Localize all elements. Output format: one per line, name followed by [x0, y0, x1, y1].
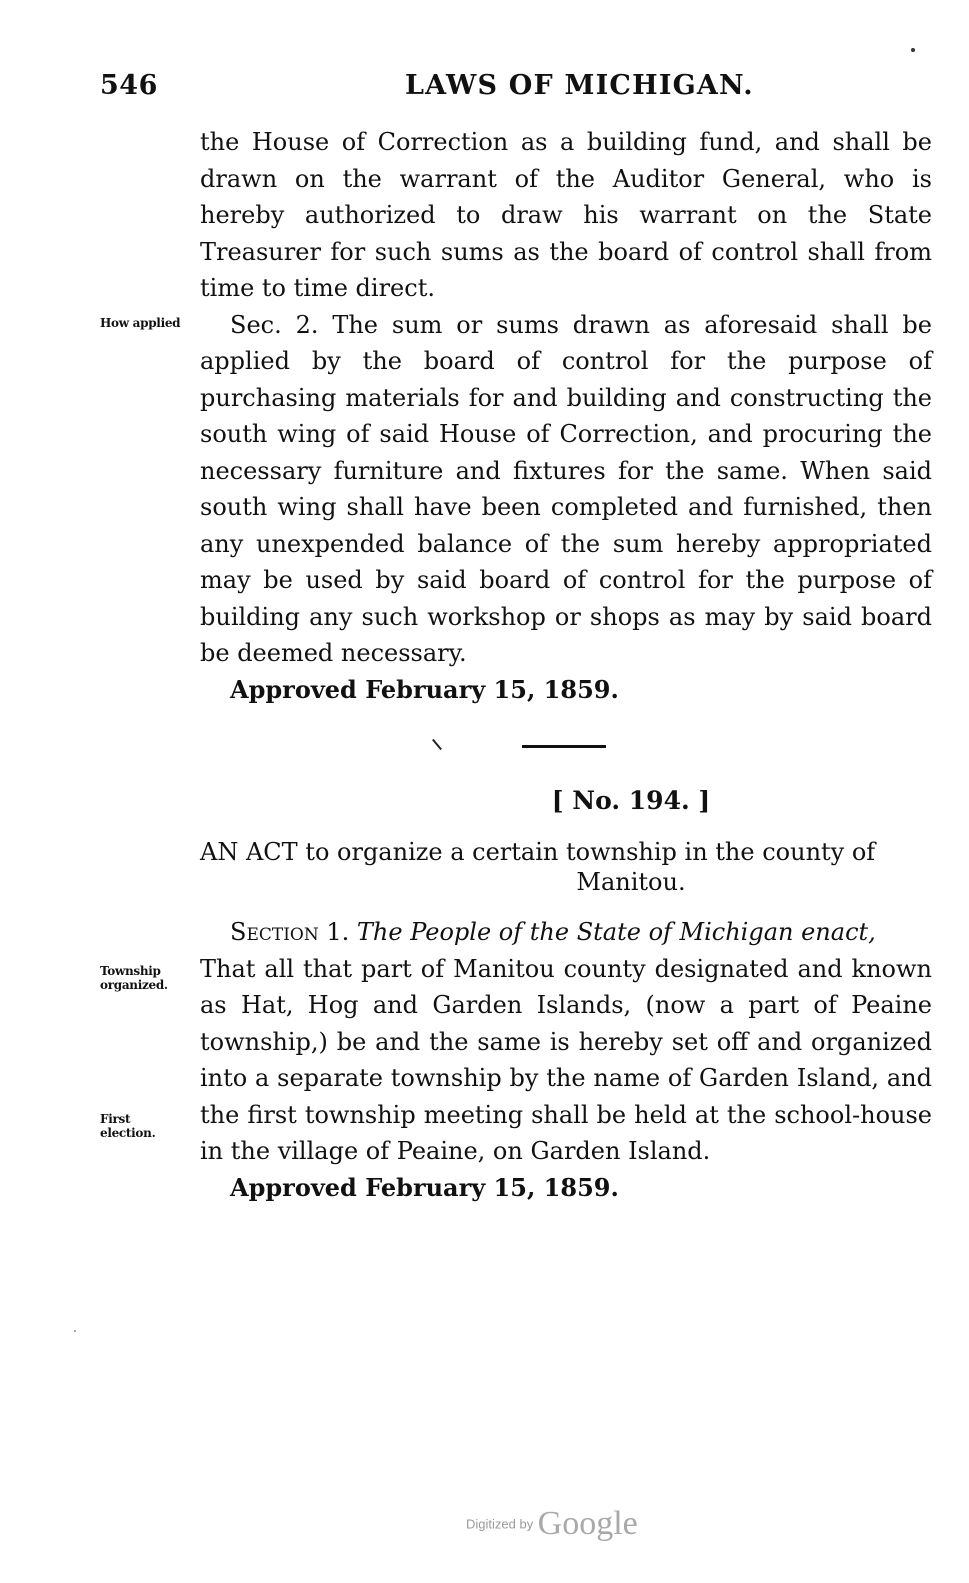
digitized-label: Digitized by — [466, 1516, 534, 1532]
margin-note-first-election: First election. — [100, 1112, 156, 1140]
act-title — [200, 837, 932, 897]
margin-note-how-applied: How applied — [100, 316, 181, 330]
page-number: 546 — [100, 70, 158, 101]
section-1-body: That all that part of Manitou county designated and known as Hat, Hog and Garden Islands, (now a part of Peaine township,) be and the same is hereby set off and organized into a separate township by the name of Garden Island, and the first township meeting shall be held at the school-house in the village of Peaine, on Garden Island. — [200, 954, 932, 1165]
first-act-continuation — [200, 124, 932, 708]
second-act-body — [200, 914, 932, 1206]
section-1-label: Section 1. — [230, 918, 350, 946]
divider-rule — [522, 745, 606, 748]
margin-note-township-organized: Township organized. — [100, 964, 168, 992]
section-2-paragraph: Sec. 2. The sum or sums drawn as aforesaid shall be applied by the board of control for the purpose of purchasing materials for and building and constructing the south wing of said House of Correction, and procuring the necessary furniture and fixtures for the same. When said south wing shall have been completed and furnished, then any unexpended balance of the sum hereby appropriated may be used by said board of control for the purpose of building any such workshop or shops as may by said board be deemed necessary. — [200, 310, 932, 667]
page-header — [100, 70, 930, 106]
stray-ink-mark — [432, 739, 442, 750]
google-wordmark: Google — [537, 1505, 638, 1542]
act-title-line-1: AN ACT to organize a certain township in the county of — [200, 838, 876, 866]
act-separator — [200, 736, 932, 756]
corner-speck — [911, 48, 915, 52]
digitized-credit — [466, 1505, 638, 1543]
section-1-heading — [200, 914, 932, 951]
act-number: [ No. 194. ] — [551, 786, 711, 815]
running-head: LAWS OF MICHIGAN. — [405, 70, 754, 101]
first-act-approved: Approved February 15, 1859. — [230, 674, 619, 704]
enacting-clause: The People of the State of Michigan enact, — [356, 918, 876, 946]
edge-speck — [74, 1330, 76, 1332]
continuation-paragraph: the House of Correction as a building fund, and shall be drawn on the warrant of the Auditor General, who is hereby authorized to draw his warrant on the State Treasurer for such sums as the board of control shall from time to time direct. — [200, 128, 932, 302]
act-title-line-2: Manitou. — [576, 868, 686, 896]
second-act-approved: Approved February 15, 1859. — [230, 1172, 619, 1202]
